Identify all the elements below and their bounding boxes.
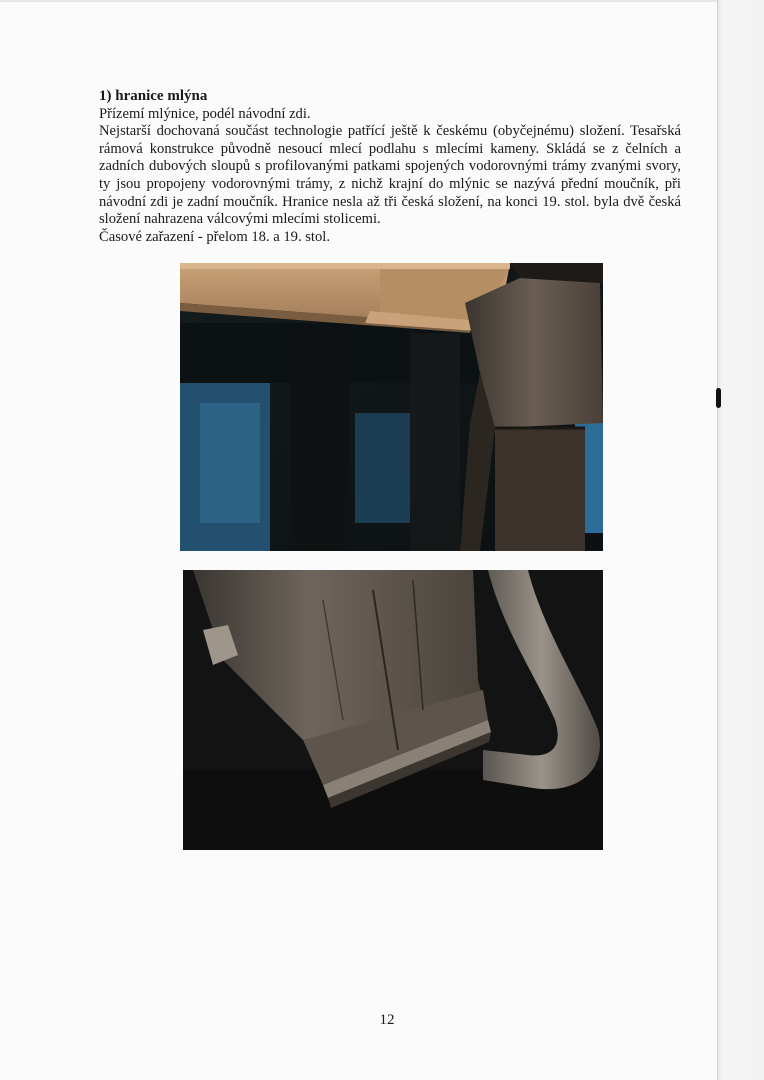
text-block xyxy=(99,88,681,246)
scanner-edge xyxy=(717,0,764,1080)
page-number: 12 xyxy=(379,1012,395,1028)
location-line: Přízemí mlýnice, podél návodní zdi. xyxy=(99,105,311,122)
description-paragraph: Nejstarší dochovaná součást technologie patřící ještě k českému (obyčejnému) složení. Tesařská rámová konstrukce původně nesoucí mlecí podlahu s mlecími kameny. Skládá se z čelních a zadních dubových sloupů s profilovanými patkami spojených vodorovnými trámy zvanými svory, ty jsou propojeny vodorovnými trámy, z nichž krajní do mlýnic se nazývá přední moučník, při návodní zdi je zadní moučník. Hranice nesla až tři česká složení, na konci 19. stol. byla dvě česká složení nahrazena válcovými mlecími stolicemi. xyxy=(99,123,681,228)
dating-line: Časové zařazení - přelom 18. a 19. stol. xyxy=(99,228,330,245)
section-heading: 1) hranice mlýna xyxy=(99,88,208,104)
photo-mill-frame-top-image xyxy=(180,263,603,551)
scan-mark xyxy=(716,388,721,408)
scan-top-edge xyxy=(0,0,718,2)
photo-post-base-bottom-image xyxy=(183,570,603,850)
photo-post-base-bottom xyxy=(183,570,603,850)
photo-mill-frame-top xyxy=(180,263,603,551)
